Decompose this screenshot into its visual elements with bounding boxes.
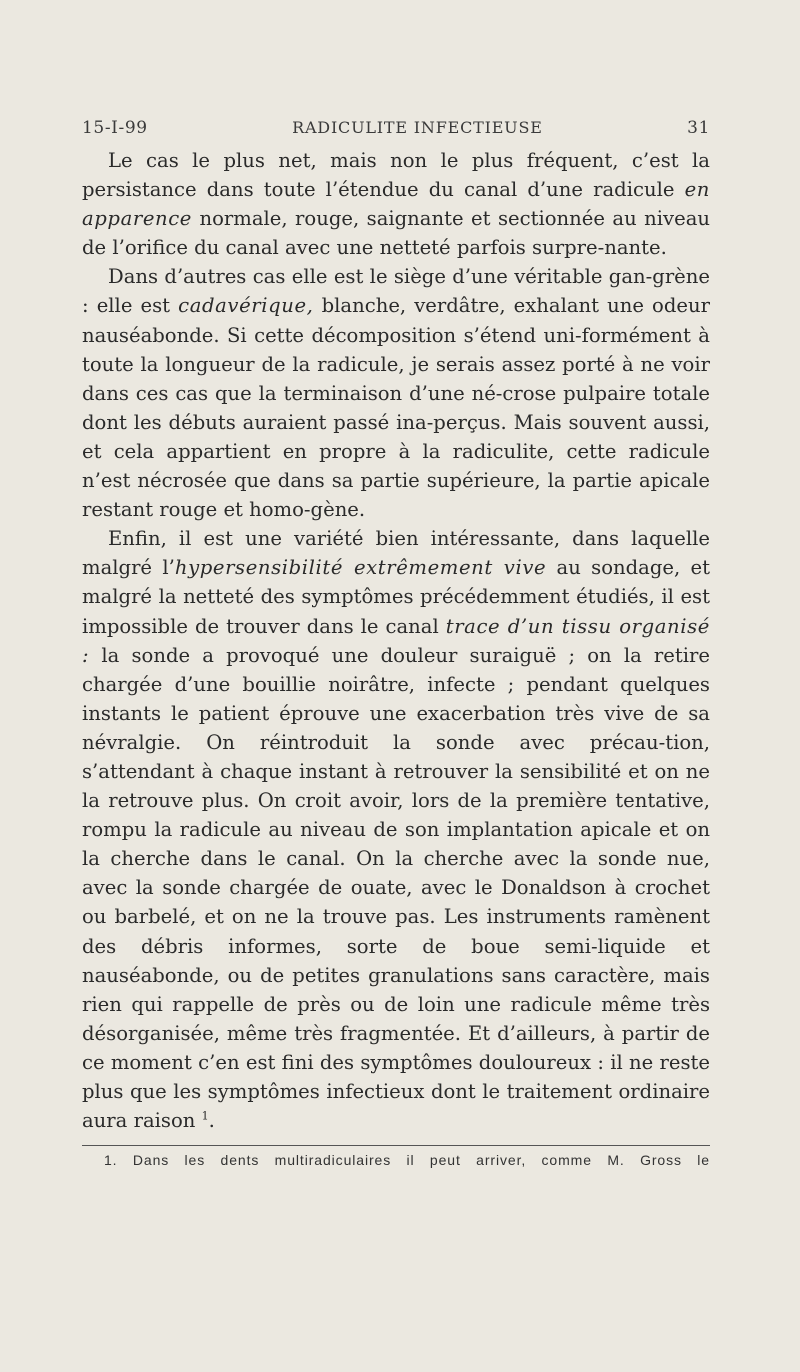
book-page — [82, 118, 710, 1168]
footnote-divider — [82, 1145, 710, 1146]
paragraph-3-text-a: Enfin, il est une variété bien intéressante, dans laquelle malgré l’ — [82, 527, 710, 580]
paragraph-2 — [82, 262, 710, 524]
paragraph-1-text-b: normale, rouge, saignante et sectionnée au niveau de l’orifice du canal avec une netteté parfois surpre-nante. — [82, 207, 710, 260]
footnote-number: 1. — [104, 1152, 118, 1169]
paragraph-2-italic: cadavérique, — [178, 294, 314, 318]
paragraph-3 — [82, 524, 710, 1135]
paragraph-2-text-b: blanche, verdâtre, exhalant une odeur nauséabonde. Si cette décomposition s’étend uni-formément à toute la longueur de la radicule, je serais assez porté à ne voir dans ces cas que la terminaison d’une né-crose pulpaire totale dont les débuts auraient passé ina-perçus. Mais souvent aussi, et cela appartient en propre à la radiculite, cette radicule n’est nécrosée que dans sa partie supérieure, la partie apicale restant rouge et homo-gène. — [82, 294, 710, 522]
paragraph-3-italic-1: hypersensibilité extrêmement vive — [174, 556, 547, 580]
body-text — [82, 146, 710, 1135]
paragraph-3-italic-2: trace d’un tissu organisé : — [82, 614, 710, 667]
footnote-reference[interactable]: 1 — [201, 1109, 209, 1123]
paragraph-3-text-c: la sonde a provoqué une douleur suraiguë ; on la retire chargée d’une bouillie noirâtre, infecte ; pendant quelques instants le patient éprouve une exacerbation très vive de sa névralgie. On réintroduit la sonde avec précau-tion, s’attendant à chaque instant à retrouver la sensibilité et on ne la retrouve plus. On croit avoir, lors de la première tentative, rompu la radicule au niveau de son implantation apicale et on la cherche dans le canal. On la cherche avec la sonde nue, avec la sonde chargée de ouate, avec le Donaldson à crochet ou barbelé, et on ne la trouve pas. Les instruments ramènent des débris informes, sorte de boue semi-liquide et nauséabonde, ou de petites granulations sans caractère, mais rien qui rappelle de près ou de loin une radicule même très désorganisée, même très fragmentée. Et d’ailleurs, à partir de ce moment c’en est fini des symptômes douloureux : il ne reste plus que les symptômes infectieux dont le traitement ordinaire aura raison — [82, 643, 710, 1133]
paragraph-3-text-d: . — [208, 1109, 215, 1133]
paragraph-1-italic: en apparence — [82, 178, 710, 231]
page-number: 31 — [687, 118, 710, 138]
running-head — [82, 118, 710, 146]
paragraph-2-text-a: Dans d’autres cas elle est le siège d’une véritable gan-grène : elle est — [82, 265, 710, 318]
footnote-text: Dans les dents multiradiculaires il peut arriver, comme M. Gross le — [117, 1152, 710, 1169]
header-date: 15-I-99 — [82, 118, 148, 138]
footnote — [82, 1152, 710, 1168]
paragraph-3-text-b: au sondage, et malgré la netteté des symptômes précédemment étudiés, il est impossible de trouver dans le canal — [82, 556, 710, 638]
paragraph-1 — [82, 146, 710, 262]
paragraph-1-text-a: Le cas le plus net, mais non le plus fréquent, c’est la persistance dans toute l’étendue du canal d’une radicule — [82, 149, 710, 202]
header-title: RADICULITE INFECTIEUSE — [292, 118, 543, 137]
